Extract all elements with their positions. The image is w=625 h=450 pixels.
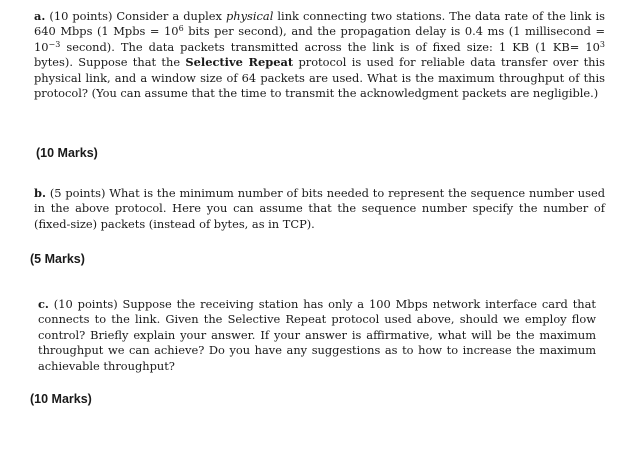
question-a-emphasis-selective-repeat: Selective Repeat <box>185 55 294 70</box>
question-b-marks: (5 Marks) <box>30 252 85 266</box>
question-a <box>34 9 605 101</box>
question-a-text-1: (10 points) Consider a duplex <box>45 9 226 23</box>
question-c-label: c. <box>38 297 49 311</box>
question-c-text: (10 points) Suppose the receiving station has only a 100 Mbps network interface card that connects to the link. Given the Selective Repeat protocol used above, should we employ flow control? Briefly explain your answer. If your answer is affirmative, what will be the maximum throughput we can achieve? Do you have any suggestions as to how to increase the maximum achievable throughput? <box>38 297 596 373</box>
question-c <box>38 297 596 374</box>
question-b <box>34 186 605 232</box>
question-a-text-4: second). The data packets transmitted across the link is of fixed size: 1 KB (1 KB= 10 <box>60 39 600 54</box>
question-b-text: (5 points) What is the minimum number of bits needed to represent the sequence number used in the above protocol. Here you can assume that the sequence number specify the number of (fixed-size) packets (instead of bytes, as in TCP). <box>34 186 605 231</box>
question-a-exponent-3: 3 <box>599 39 605 49</box>
question-a-label: a. <box>34 9 46 23</box>
question-b-label: b. <box>34 186 46 200</box>
question-a-text-3: bits per second), and the propagation delay is 0.4 ms (1 millisecond = 10 <box>34 24 605 54</box>
question-a-emphasis-physical: physical <box>225 9 274 23</box>
question-a-text-5: bytes). Suppose that the <box>34 55 186 70</box>
question-a-text-2: link connecting two stations. The data rate of the link is 640 Mbps (1 Mpbs = 10 <box>34 9 605 39</box>
question-a-marks: (10 Marks) <box>36 146 98 160</box>
question-a-exponent-6: 6 <box>178 24 184 34</box>
question-a-exponent-minus-3: −3 <box>48 39 61 49</box>
question-c-marks: (10 Marks) <box>30 392 92 406</box>
question-a-text-6: protocol is used for reliable data transfer over this physical link, and a window size of 64 packets are used. What is the maximum throughput of this protocol? (You can assume that the time to transmit the acknowledgment packets are negligible.) <box>34 55 605 101</box>
